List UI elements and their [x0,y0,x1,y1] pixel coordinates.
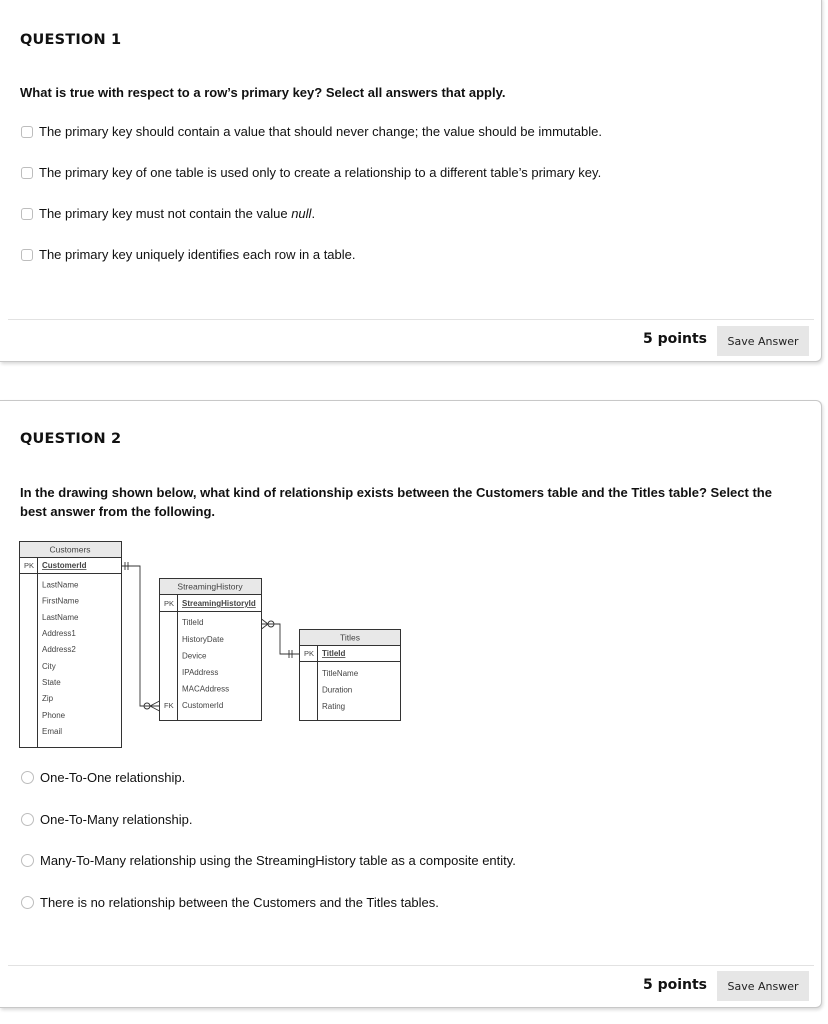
titles-pk-label: PK [304,649,315,658]
q1-option-2-label: The primary key of one table is used only to create a relationship to a different table’s primary key. [39,165,602,180]
customers-pk-field: CustomerId [42,561,87,570]
checkbox[interactable] [21,126,33,138]
customers-field: LastName [42,613,79,622]
q1-option-3-label-before: The primary key must not contain the value [39,206,292,221]
save-answer-button[interactable]: Save Answer [717,326,809,356]
customers-title: Customers [49,544,91,555]
q1-option-4-label: The primary key uniquely identifies each row in a table. [39,247,356,262]
customers-field: Email [42,727,63,736]
customers-pk-label: PK [24,561,35,570]
points-label: 5 points [642,977,707,993]
points-label: 5 points [642,331,707,347]
question-2-title: QUESTION 2 [20,431,122,447]
q1-option-3[interactable] [21,206,315,221]
divider [8,319,814,320]
titles-field: TitleName [322,669,359,678]
question-2-card [0,400,822,1008]
streaming-field: HistoryDate [182,635,224,644]
radio-button[interactable] [21,771,34,784]
radio-button[interactable] [21,813,34,826]
radio-button[interactable] [21,896,34,909]
q1-option-4[interactable] [21,247,356,262]
question-1-card [0,0,822,362]
titles-field: Duration [322,685,353,695]
customers-field: Zip [42,694,54,703]
checkbox[interactable] [21,167,33,179]
streaming-fk-field: CustomerId [182,701,224,710]
q1-option-1-label: The primary key should contain a value that should never change; the value should be immutable. [39,124,602,139]
streaming-fk-label: FK [164,701,174,710]
q2-option-2-label: One-To-Many relationship. [40,812,193,827]
streaming-field: MACAddress [182,684,230,694]
customers-field: Address1 [42,629,76,638]
titles-title: Titles [340,632,360,643]
q2-option-4-label: There is no relationship between the Customers and the Titles tables. [40,895,439,910]
q1-option-3-label-italic: null [291,206,312,221]
q2-option-2[interactable] [21,812,192,827]
titles-pk-field: TitleId [322,649,346,658]
streaming-pk-field: StreamingHistoryId [182,599,256,608]
er-diagram [0,531,420,753]
streaming-field: Device [182,651,207,661]
question-2-text: In the drawing shown below, what kind of relationship exists between the Customers table and the Titles table? Select the best answer from the following. [20,485,772,519]
customers-field: City [42,662,56,671]
q1-option-3-label-after: . [311,206,316,221]
relationship-customers-streaming [122,562,160,711]
q2-option-1[interactable] [21,770,185,785]
question-1-title: QUESTION 1 [20,32,122,48]
q2-option-3-label: Many-To-Many relationship using the StreamingHistory table as a composite entity. [40,853,516,868]
streaming-title: StreamingHistory [177,581,243,592]
streaming-pk-label: PK [164,599,175,608]
customers-field: Phone [42,711,66,720]
q1-option-2[interactable] [21,165,601,180]
titles-field: Rating [322,702,346,711]
q2-option-3[interactable] [21,853,516,868]
streaming-history-table [160,579,262,721]
streaming-field: TitleId [182,618,204,627]
customers-field: FirstName [42,596,79,606]
checkbox[interactable] [21,208,33,220]
customers-field: State [42,678,61,687]
q1-option-1[interactable] [21,124,602,139]
question-1-text: What is true with respect to a row’s primary key? Select all answers that apply. [20,85,506,100]
divider [8,965,814,966]
titles-table [300,630,401,721]
q2-option-4[interactable] [21,895,439,910]
relationship-streaming-titles [262,619,300,658]
radio-button[interactable] [21,854,34,867]
customers-field: LastName [42,580,79,590]
streaming-field: IPAddress [182,668,219,677]
save-answer-button[interactable]: Save Answer [717,971,809,1001]
q2-option-1-label: One-To-One relationship. [40,770,186,785]
customers-table [20,542,122,748]
customers-field: Address2 [42,645,76,654]
checkbox[interactable] [21,249,33,261]
